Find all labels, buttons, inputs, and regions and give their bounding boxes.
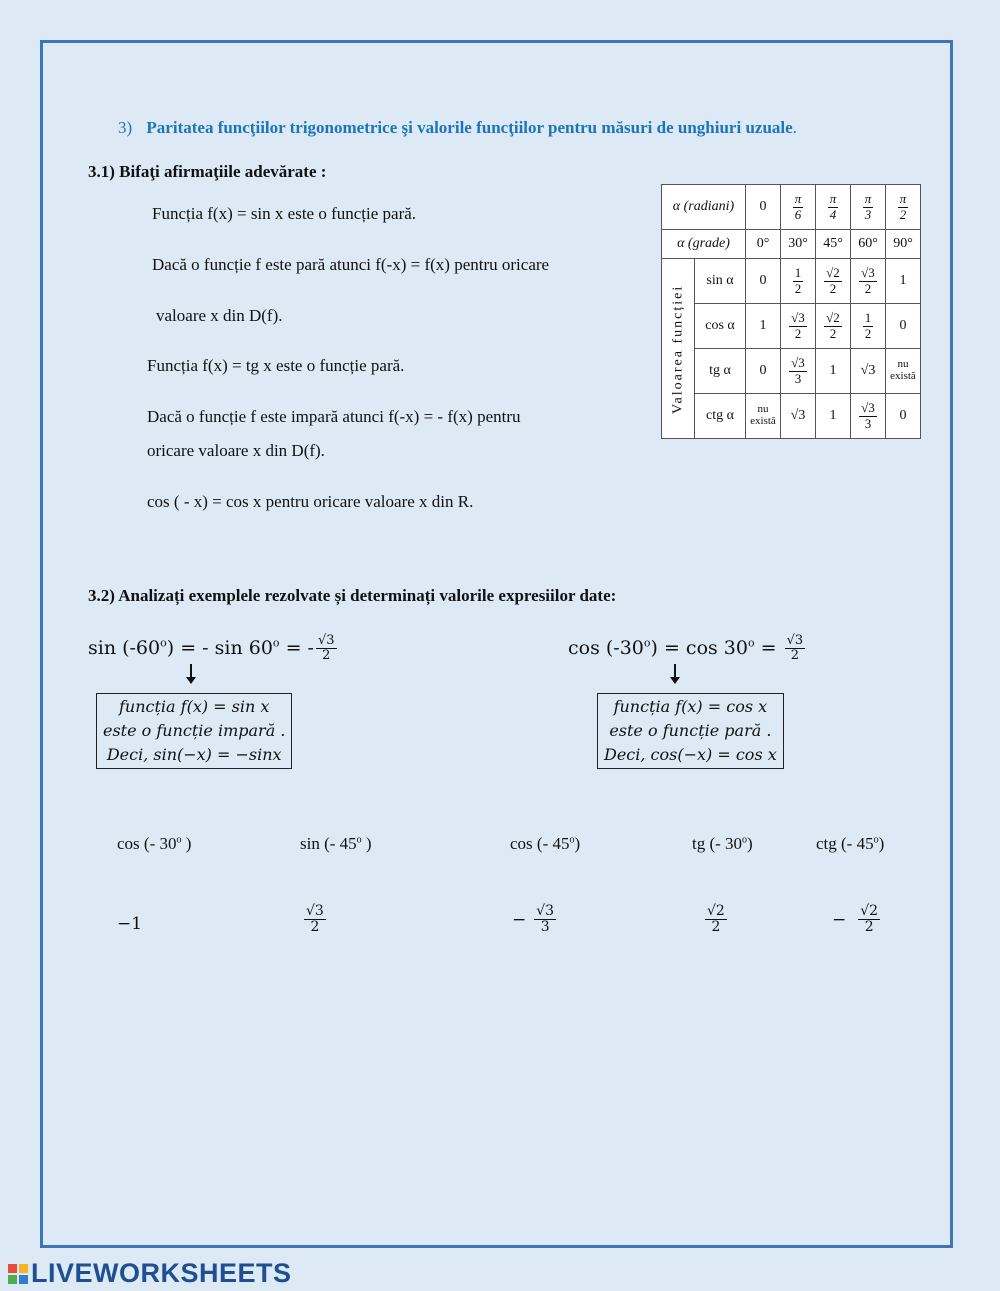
- table-row-ctg: [662, 394, 921, 439]
- expression-5: ctg (- 45$^o$): [816, 834, 885, 853]
- table-cell: nu există: [886, 349, 921, 394]
- table-cell: $\frac{\pi}{6}$: [781, 185, 816, 230]
- section-number: 3): [118, 118, 133, 137]
- row-label: tg α: [695, 349, 746, 394]
- table-cell: 1: [886, 259, 921, 304]
- table-cell: 0: [746, 185, 781, 230]
- section-title-period: .: [792, 118, 797, 137]
- table-row-grade: [662, 230, 921, 259]
- statement-2-cont: valoare x din D(f).: [156, 306, 283, 325]
- side-label: Valoarea funcției: [662, 259, 695, 439]
- example1-box: funcția f(x) = sin x este o funcție impară . Deci, sin(−x) = −sinx: [96, 693, 292, 769]
- example2-equation: $\cos (-30^o) = \cos 30^o$ = $\frac{√3}{2}$: [568, 633, 804, 664]
- logo-text: LIVEWORKSHEETS: [31, 1258, 292, 1288]
- table-cell: $\frac{√3}{3}$: [851, 394, 886, 439]
- table-cell: 0: [746, 349, 781, 394]
- example1-equation: $\sin (-60^o)$ = - $\sin 60^o$ = - $\frac{√3}{2}$: [88, 633, 335, 664]
- answer-option-1[interactable]: −1: [117, 914, 143, 934]
- table-cell: 0: [886, 394, 921, 439]
- part2-heading: 3.2) Analizați exemplele rezolvate și determinați valorile expresiilor date:: [88, 586, 617, 605]
- table-row-cos: [662, 304, 921, 349]
- table-cell: 60°: [851, 230, 886, 259]
- table-cell: 0°: [746, 230, 781, 259]
- table-cell: 30°: [781, 230, 816, 259]
- example1-arrow: [190, 664, 192, 678]
- statement-4-cont: oricare valoare x din D(f).: [147, 441, 325, 460]
- row-label: ctg α: [695, 394, 746, 439]
- table-cell: $\frac{1}{2}$: [851, 304, 886, 349]
- table-cell: $\frac{√3}{3}$: [781, 349, 816, 394]
- table-cell: 0: [886, 304, 921, 349]
- table-cell: $\frac{√3}{2}$: [781, 304, 816, 349]
- section-title-text: Paritatea funcţiilor trigonometrice şi valorile funcţiilor pentru măsuri de unghiuri uzuale: [146, 118, 793, 137]
- table-cell: 1: [816, 349, 851, 394]
- example2-fraction: $\frac{√3}{2}$: [786, 633, 804, 664]
- row-label: cos α: [695, 304, 746, 349]
- table-cell: 1: [816, 394, 851, 439]
- logo-blocks-icon: [8, 1264, 28, 1284]
- statement-5[interactable]: cos ( - x) = cos x pentru oricare valoare x din R.: [147, 492, 474, 511]
- answer-option-4[interactable]: $\frac{√2}{2}$: [707, 903, 725, 936]
- table-cell: $\frac{√2}{2}$: [816, 259, 851, 304]
- section-title: [118, 118, 797, 138]
- table-cell: √3: [781, 394, 816, 439]
- table-cell: $\frac{\pi}{3}$: [851, 185, 886, 230]
- table-cell: 90°: [886, 230, 921, 259]
- expression-3: cos (- 45$^o$): [510, 834, 581, 853]
- statement-2[interactable]: Dacă o funcție f este pară atunci f(-x) = f(x) pentru oricare: [152, 255, 550, 274]
- example2-box: funcția f(x) = cos x este o funcție pară . Deci, cos(−x) = cos x: [597, 693, 784, 769]
- answer-option-5[interactable]: − $\frac{√2}{2}$: [832, 903, 879, 936]
- liveworksheets-logo: [8, 1258, 292, 1289]
- answer-option-3[interactable]: − $\frac{√3}{3}$: [512, 903, 555, 936]
- table-row-radiani: [662, 185, 921, 230]
- row-label-grade: α (grade): [662, 230, 746, 259]
- table-cell: 45°: [816, 230, 851, 259]
- table-cell: $\frac{\pi}{2}$: [886, 185, 921, 230]
- trig-values-table: [661, 184, 921, 439]
- expression-2: sin (- 45$^o$ ): [300, 834, 372, 853]
- part1-heading-text: ) Bifaţi afirmaţiile adevărate :: [109, 162, 327, 181]
- part1-heading-num: 3.1: [88, 162, 110, 181]
- answer-option-2[interactable]: $\frac{√3}{2}$: [306, 903, 324, 936]
- statement-4[interactable]: Dacă o funcție f este impară atunci f(-x) = - f(x) pentru: [147, 407, 521, 426]
- table-cell: nu există: [746, 394, 781, 439]
- table-cell: $\frac{√2}{2}$: [816, 304, 851, 349]
- row-label: sin α: [695, 259, 746, 304]
- row-label-radiani: α (radiani): [662, 185, 746, 230]
- table-cell: $\frac{√3}{2}$: [851, 259, 886, 304]
- table-row-tg: [662, 349, 921, 394]
- part1-heading: [88, 162, 326, 182]
- example2-arrow: [674, 664, 676, 678]
- table-cell: 0: [746, 259, 781, 304]
- table-cell: √3: [851, 349, 886, 394]
- example1-fraction: $\frac{√3}{2}$: [317, 633, 335, 664]
- table-row-sin: [662, 259, 921, 304]
- table-cell: $\frac{\pi}{4}$: [816, 185, 851, 230]
- statement-3[interactable]: Funcția f(x) = tg x este o funcție pară.: [147, 356, 405, 375]
- expression-1: cos (- 30$^o$ ): [117, 834, 192, 853]
- expression-4: tg (- 30$^o$): [692, 834, 753, 853]
- statement-1[interactable]: Funcția f(x) = sin x este o funcție pară.: [152, 204, 417, 223]
- table-cell: $\frac{1}{2}$: [781, 259, 816, 304]
- table-cell: 1: [746, 304, 781, 349]
